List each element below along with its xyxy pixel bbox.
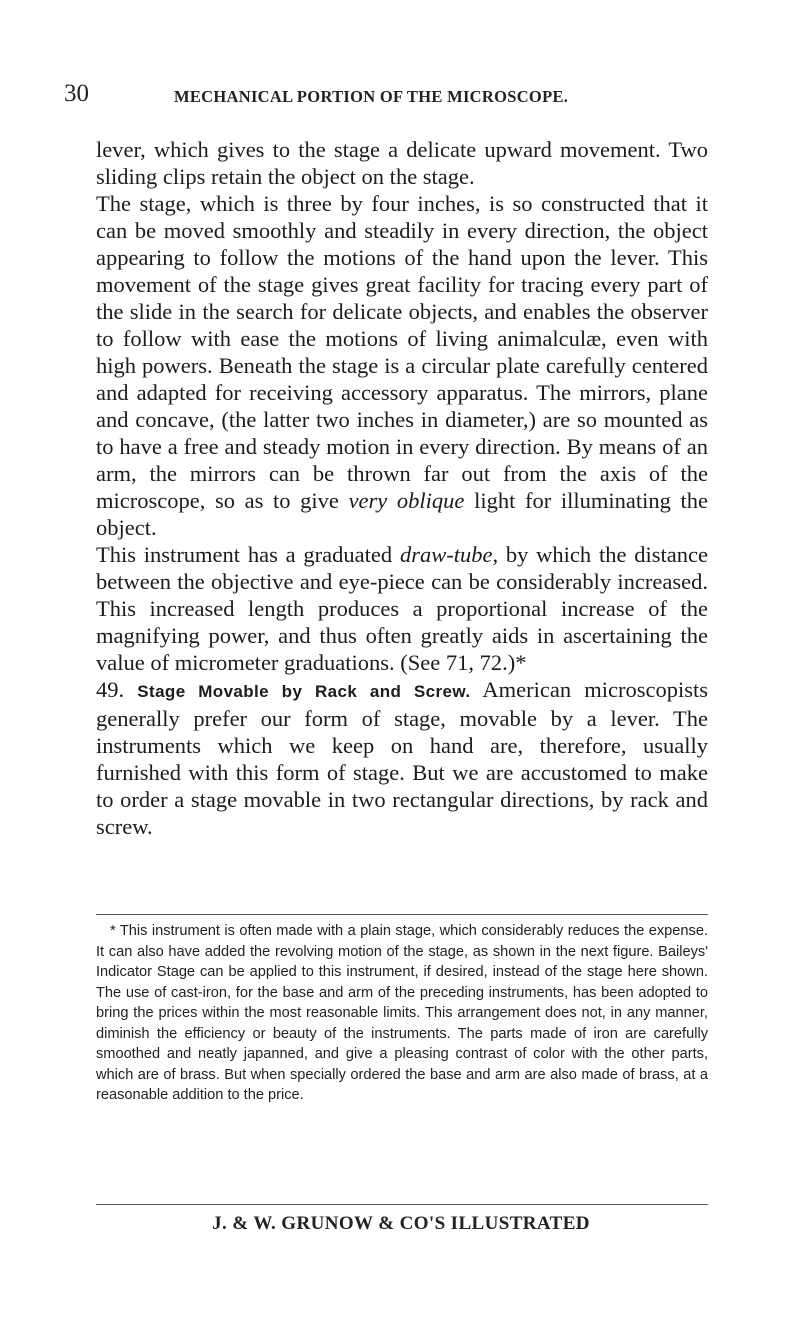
paragraph-4-text: American microscopists generally prefer our form of stage, movable by a lever. The instruments which we keep on hand are, therefore, usually furnished with this form of stage. But we are accustomed to make to order a stage movable in two rectangular directions, by rack and screw. <box>96 677 709 839</box>
paragraph-3-end: , by which the distance between the objective and eye-piece can be considerably increased. This increased length produces a proportional increase of the magnifying power, and thus often greatly aids in ascertaining the value of micrometer graduations. (See 71, 72.)* <box>96 542 708 675</box>
paragraph-3 <box>96 541 708 676</box>
page-header <box>64 81 744 107</box>
footnote-divider-bottom <box>96 1204 708 1205</box>
paragraph-3-start: This instrument has a graduated <box>96 542 400 567</box>
running-head: MECHANICAL PORTION OF THE MICROSCOPE. <box>174 87 569 106</box>
footnote-text: * This instrument is often made with a plain stage, which considerably reduces the expense. It can also have added the revolving motion of the stage, as shown in the next figure. Baileys' Indicator Stage can be applied to this instrument, if desired, instead of the stage here shown. The use of cast-iron, for the base and arm of the preceding instruments, has been adopted to bring the prices within the most reasonable limits. This arrangement does not, in any manner, diminish the efficiency or beauty of the instruments. The parts made of iron are carefully smoothed and neatly japanned, and give a pleasing contrast of color with the other parts, which are of brass. But when specially ordered the base and arm are also made of brass, at a reasonable addition to the price. <box>96 923 708 1103</box>
paragraph-2-text: The stage, which is three by four inches, is so constructed that it can be moved smoothly and steadily in every direction, the object appearing to follow the motions of the hand upon the lever. This movement of the stage gives great facility for tracing every part of the slide in the search for delicate objects, and enables the observer to follow with ease the motions of living animalculæ, even with high powers. Beneath the stage is a circular plate carefully centered and adapted for receiving accessory apparatus. The mirrors, plane and concave, (the latter two inches in diameter,) are so mounted as to have a free and steady motion in every direction. By means of an arm, the mirrors can be thrown far out from the axis of the microscope, so as to give <box>96 191 708 513</box>
page-footer <box>0 1213 800 1235</box>
paragraph-2 <box>96 190 708 541</box>
section-title: Stage Movable by Rack and Screw. <box>137 682 471 701</box>
paragraph-4 <box>96 676 708 840</box>
section-number: 49. <box>96 677 125 702</box>
paragraph-1 <box>96 136 708 190</box>
emphasis-very-oblique: very oblique <box>348 488 465 513</box>
footer-text: J. & W. GRUNOW & CO'S ILLUSTRATED <box>212 1213 590 1234</box>
footnote-divider-top <box>96 914 708 915</box>
body-text <box>96 136 708 840</box>
emphasis-draw-tube: draw-tube <box>399 542 493 567</box>
paragraph-2-end: light for illuminating the object. <box>96 488 708 540</box>
page-number: 30 <box>64 80 89 107</box>
footnote <box>96 921 708 1106</box>
paragraph-1-text: lever, which gives to the stage a delicate upward movement. Two sliding clips retain the object on the stage. <box>96 137 708 189</box>
